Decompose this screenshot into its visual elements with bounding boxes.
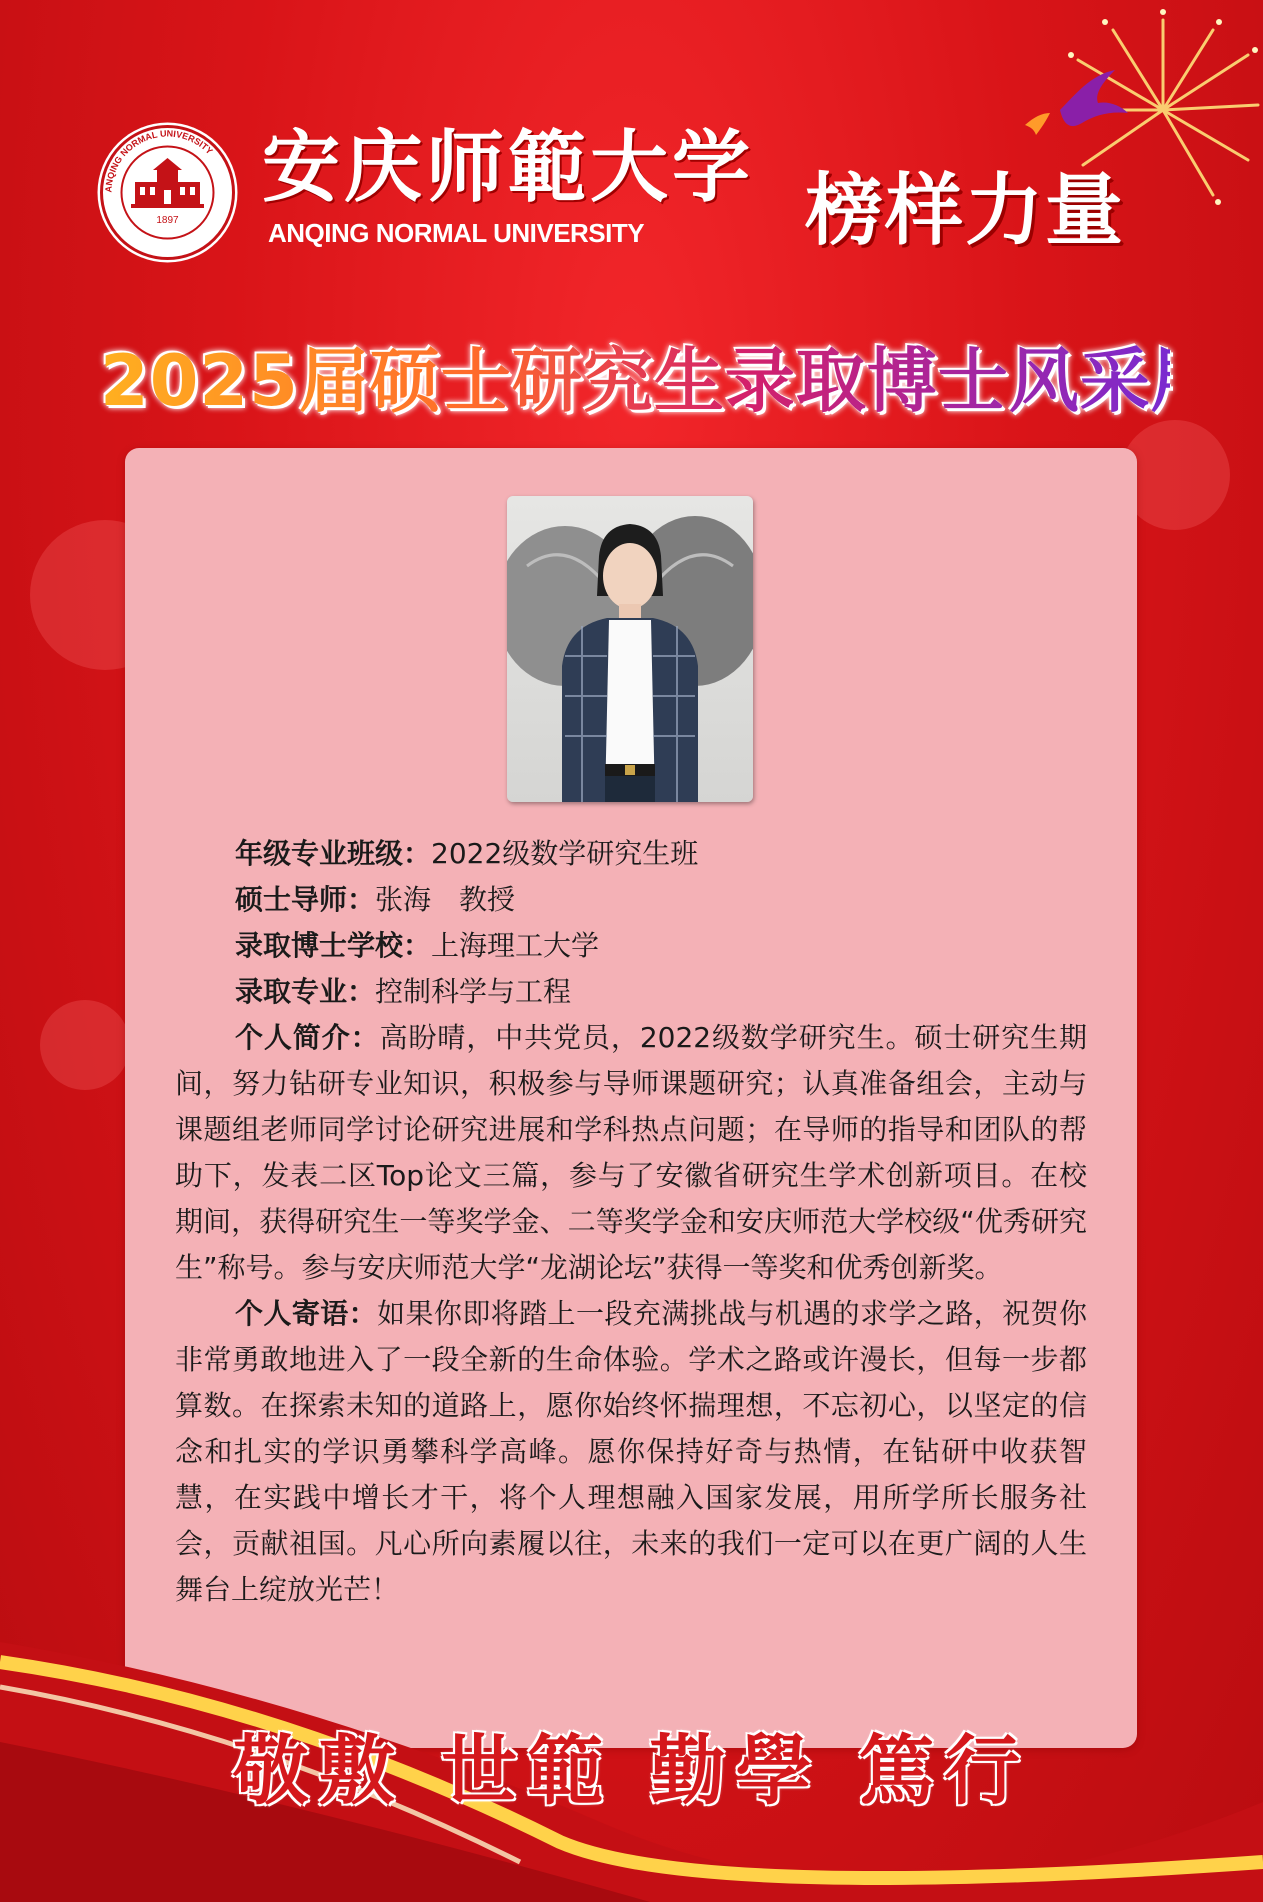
intro-label: 个人简介： [235,1021,380,1054]
poster-headline: 2025届硕士研究生录取博士风采展 [100,325,1170,426]
university-name-english: ANQING NORMAL UNIVERSITY [268,218,645,248]
major-row [175,969,1087,1015]
grade-label: 年级专业班级： [235,837,432,870]
seal-year: 1897 [156,215,179,226]
student-photo [507,496,753,802]
advisor-label: 硕士导师： [235,883,376,916]
major-label: 录取专业： [235,975,376,1008]
university-name-chinese: 安庆师範大学 [262,122,755,213]
advisor-row [175,877,1087,923]
grade-value: 2022级数学研究生班 [431,837,699,870]
grade-row [175,831,1087,877]
major-value: 控制科学与工程 [375,975,572,1008]
bird-icon [1020,65,1130,140]
advisor-value: 张海 教授 [375,883,516,916]
message-text: 如果你即将踏上一段充满挑战与机遇的求学之路，祝贺你非常勇敢地进入了一段全新的生命体验。学术之路或许漫长，但每一步都算数。在探索未知的道路上，愿你始终怀揣理想，不忘初心，以坚定的信念和扎实的学识勇攀科学高峰。愿你保持好奇与热情，在钻研中收获智慧，在实践中增长才干，将个人理想融入国家发展，用所学所长服务社会，贡献祖国。凡心所向素履以往，未来的我们一定可以在更广阔的人生舞台上绽放光芒！ [175,1297,1087,1606]
university-seal-logo [95,120,240,265]
school-row [175,923,1087,969]
slogan-title: 榜样力量 [805,166,1126,256]
footer-wave-decoration [0,1442,1263,1902]
intro-paragraph [175,1015,1087,1291]
bokeh-light [40,1000,130,1090]
message-label: 个人寄语： [235,1297,378,1330]
university-motto: 敬敷 世範 勤學 篤行 [232,1726,1031,1815]
seal-ring-text: ANQING NORMAL UNIVERSITY [103,128,215,193]
school-value: 上海理工大学 [431,929,600,962]
school-label: 录取博士学校： [235,929,432,962]
intro-text: 高盼晴，中共党员，2022级数学研究生。硕士研究生期间，努力钻研专业知识，积极参与导师课题研究；认真准备组会，主动与课题组老师同学讨论研究进展和学科热点问题；在导师的指导和团队的帮助下，发表二区Top论文三篇，参与了安徽省研究生学术创新项目。在校期间，获得研究生一等奖学金、二等奖学金和安庆师范大学校级“优秀研究生”称号。参与安庆师范大学“龙湖论坛”获得一等奖和优秀创新奖。 [175,1021,1087,1284]
